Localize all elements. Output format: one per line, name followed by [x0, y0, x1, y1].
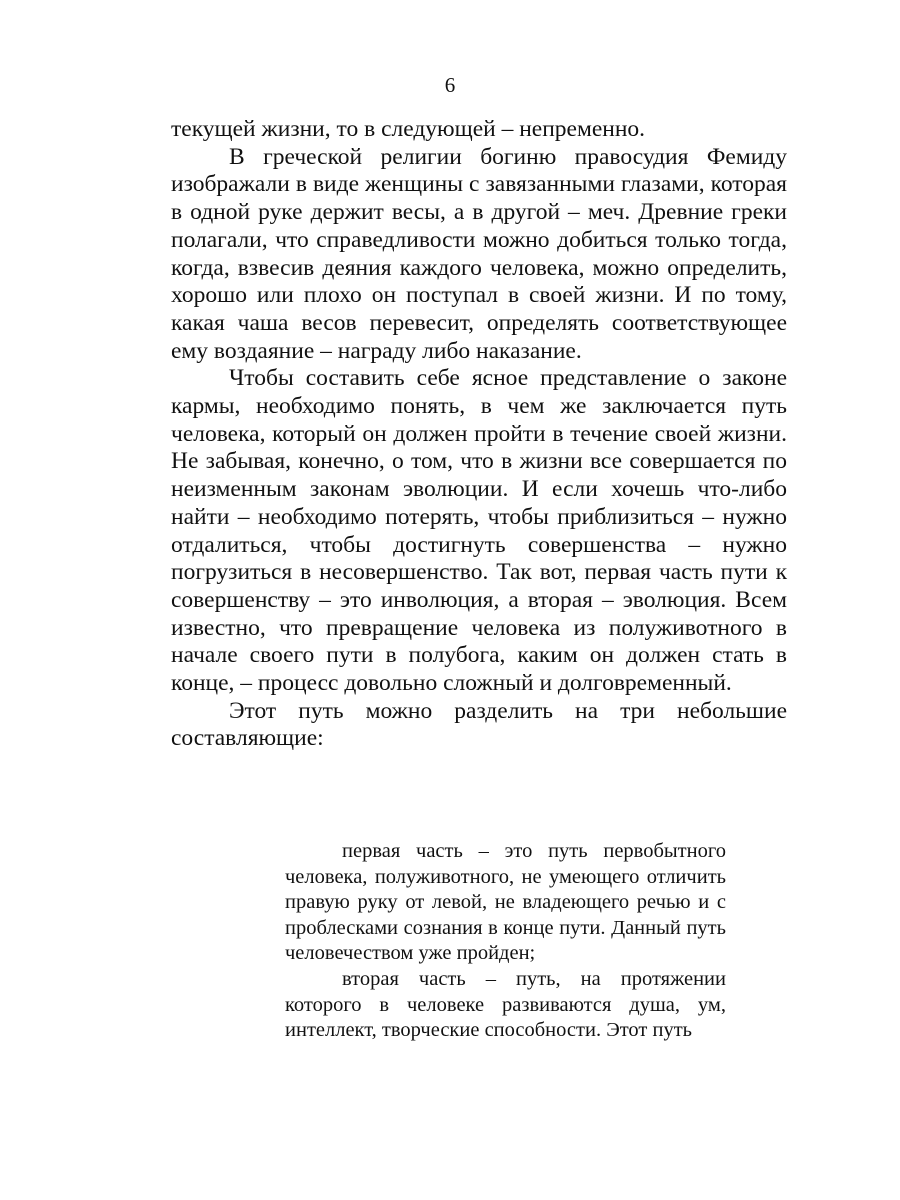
- list-item-second-part: вторая часть – путь, на протяжении которого в человеке развиваются душа, ум, интеллект, творческие способности. Этот путь: [285, 967, 726, 1042]
- page-number: 6: [444, 73, 456, 97]
- indented-list-block: [285, 839, 726, 1044]
- paragraph-continuation: текущей жизни, то в следующей – непременно.: [171, 116, 646, 142]
- list-item-first-part: первая часть – это путь первобытного человека, полуживотного, не умеющего отличить правую руку от левой, не владеющего речью и с проблесками сознания в конце пути. Данный путь человечеством уже пройден;: [285, 840, 726, 965]
- paragraph-themis: В греческой религии богиню правосудия Фемиду изображали в виде женщины с завязанными глазами, которая в одной руке держит весы, а в другой – меч. Древние греки полагали, что справедливости можно добиться только тогда, когда, взвесив деяния каждого человека, можно определить, хорошо или плохо он поступал в своей жизни. И по тому, какая чаша весов перевесит, определять соответствующее ему воздаяние – награду либо наказание.: [171, 143, 787, 364]
- paragraph-karma-law: Чтобы составить себе ясное представление о законе кармы, необходимо понять, в чем же заключается путь человека, который он должен пройти в течение своей жизни. Не забывая, конечно, о том, что в жизни все совершается по неизменным законам эволюции. И если хочешь что-либо найти – необходимо потерять, чтобы приблизиться – нужно отдалиться, чтобы достигнуть совершенства – нужно погрузиться в несовершенство. Так вот, первая часть пути к совершенству – это инволюция, а вторая – эволюция. Всем известно, что превращение человека из полуживотного в начале своего пути в полубога, каким он должен стать в конце, – процесс довольно сложный и долговременный.: [171, 365, 787, 697]
- paragraph-three-parts: Этот путь можно разделить на три небольшие составляющие:: [171, 697, 787, 752]
- main-text: [171, 116, 787, 753]
